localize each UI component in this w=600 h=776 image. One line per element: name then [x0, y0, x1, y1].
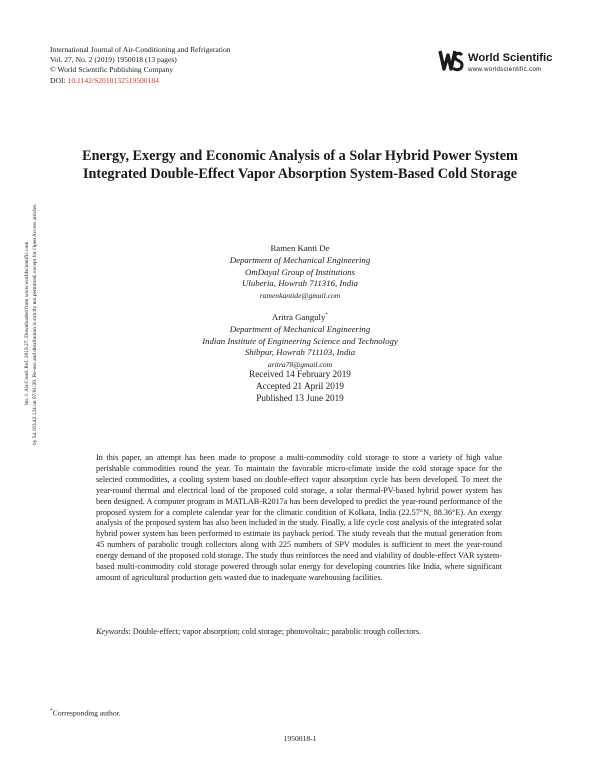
affiliation-line: Shibpur, Howrah 711103, India	[244, 347, 356, 358]
world-scientific-logo-icon	[437, 47, 465, 75]
affiliation-line: Indian Institute of Engineering Science and Technology	[202, 335, 398, 346]
journal-name: International Journal of Air-Conditioning and Refrigeration	[50, 45, 231, 54]
volume-info: Vol. 27, No. 2 (2019) 1950018 (13 pages)	[50, 55, 177, 65]
copyright: © World Scientific Publishing Company	[50, 65, 174, 75]
received-date: Received 14 February 2019	[249, 369, 351, 379]
paper-title: Energy, Exergy and Economic Analysis of a Solar Hybrid Power System Integrated Double-Effect Vapor Absorption System-Based Cold Storage	[82, 148, 518, 182]
author-name: Aritra Ganguly*	[271, 311, 329, 322]
author-email[interactable]: aritra78@gmail.com	[267, 360, 333, 370]
author-block	[100, 243, 500, 371]
abstract: In this paper, an attempt has been made to propose a multi-commodity cold storage to store a variety of high value perishable commodities round the year. To maintain the favorable micro-climate inside the cold storage space for the selected commodities, a cooling system based on double-effect vapor absorption cycle has been developed. To meet the year-round thermal and electrical load of the proposed cold storage, a solar thermal-PV-based hybrid power system has been designed. A computer program in MATLAB-R2017a has been developed to predict the year-round performance of the proposed system for a complete calendar year for the climatic condition of Kolkata, India (22.57°N, 88.36°E). An exergy analysis of the proposed system has also been included in the study. Finally, a life cycle cost analysis of the integrated solar hybrid power system has been performed to estimate its payback period. The study reveals that the mutual generation from 45 numbers of parabolic trough collectors along with 225 numbers of SPV modules is sufficient to meet the year-round energy demand of the proposed cold storage. The study thus reinforces the need and viability of double-effect VAR system-based multi-commodity cold storage powered through solar energy for developing countries like India, where significant amount of agricultural production gets wasted due to inadequate warehousing facilities.	[96, 453, 502, 582]
publisher-name: World Scientific	[468, 52, 553, 64]
download-notice-line: Int. J. Air-Cond. Ref. 2019.27. Downloaded from www.worldscientific.com	[24, 241, 30, 405]
author-email[interactable]: ramenkantide@gmail.com	[259, 291, 341, 301]
page-number: 1950018-1	[283, 734, 317, 743]
author-name: Ramen Kanti De	[270, 243, 330, 253]
doi-label: DOI:	[50, 75, 66, 85]
keywords-text: : Double-effect; vapor absorption; cold storage; photovoltaic; parabolic trough collectors.	[128, 627, 422, 636]
footnote-text: Corresponding author.	[52, 708, 121, 718]
accepted-date: Accepted 21 April 2019	[255, 381, 345, 392]
affiliation-line: OmDayal Group of Institutions	[245, 266, 355, 277]
corresponding-mark: *	[325, 311, 329, 318]
keywords	[96, 627, 502, 638]
affiliation-line: Department of Mechanical Engineering	[229, 323, 371, 334]
affiliation-line: Department of Mechanical Engineering	[229, 254, 371, 265]
journal-header	[50, 45, 231, 86]
download-notice-line: by 54.163.42.124 on 07/01/20. Re-use and distribution is strictly not permitted, except for Open Access articles.	[32, 203, 38, 445]
doi-link[interactable]: 10.1142/S2010132519500184	[67, 75, 159, 85]
publication-dates	[100, 368, 500, 405]
doi-line	[50, 76, 231, 86]
affiliation-line: Uluberia, Howrah 711316, India	[242, 278, 358, 289]
footnote-mark: *	[50, 708, 53, 714]
published-date: Published 13 June 2019	[256, 393, 344, 404]
keywords-label: Keywords	[96, 627, 129, 636]
footnote	[50, 708, 121, 718]
publisher-url: www.worldscientific.com	[468, 66, 542, 73]
publisher-logo[interactable]	[437, 47, 557, 77]
